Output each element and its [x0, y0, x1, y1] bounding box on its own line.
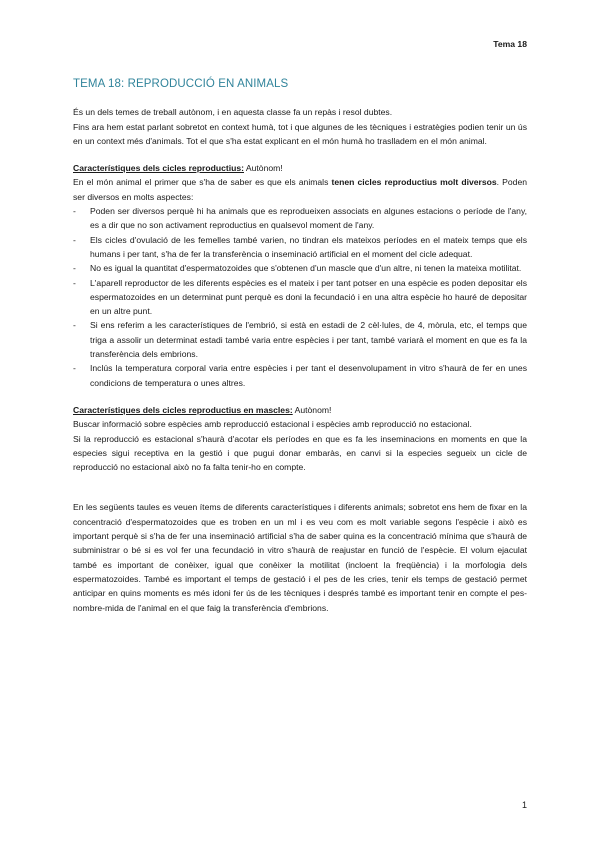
section-heading-reproductive-cycles	[73, 161, 527, 175]
section-heading-male-cycles	[73, 403, 527, 417]
lead-emphasis: tenen cicles reproductius molt diversos	[331, 177, 497, 188]
intro-paragraph: Fins ara hem estat parlant sobretot en context humà, tot i que algunes de les tècniques i estratègies podien tenir un ús en un context més d'animals. Tot el que s'ha estat explicant en el món humà ho traslladem en el món animal.	[73, 121, 527, 146]
document-title: TEMA 18: REPRODUCCIÓ EN ANIMALS	[73, 78, 289, 90]
list-item: - No es igual la quantitat d'espermatozoides que s'obtenen d'un mascle que d'un altre, ni tenen la mateixa motilitat.	[73, 261, 527, 275]
section-heading-text: Característiques dels cicles reproductius:	[73, 163, 244, 174]
running-header: Tema 18	[493, 39, 527, 49]
section-lead-paragraph	[73, 175, 527, 204]
lead-text: En el món animal el primer que s'ha de saber es que els animals	[73, 177, 332, 188]
page-number: 1	[521, 800, 527, 810]
section-paragraph: Buscar informació sobre espècies amb reproducció estacional i espècies amb reproducció no estacional.	[73, 419, 472, 430]
lead-text: . Poden ser diversos en molts aspectes:	[73, 177, 528, 202]
document-body	[73, 77, 527, 615]
list-item: - Els cicles d'ovulació de les femelles també varien, no tindran els mateixos períodes en el mateix temps que els humans i per tant, s'ha de fer la transferència o inseminació artificial en el moment del cicle adequat.	[73, 233, 527, 262]
intro-paragraph: És un dels temes de treball autònom, i en aquesta classe fa un repàs i resol dubtes.	[73, 107, 393, 118]
list-item: - Inclús la temperatura corporal varia entre espècies i per tant el desenvolupament in vitro s'haurà de fer en unes condicions de temperatura o unes altres.	[73, 361, 527, 390]
list-item: - L'aparell reproductor de les diferents espècies es el mateix i per tant potser en una espècie es poden depositar els espermatozoides en un determinat punt perquè es doni la fecundació i en una altra espècie ho hauré de depositar en un altre punt.	[73, 276, 527, 319]
list-item: - Si ens referim a les característiques de l'embrió, si està en estadi de 2 cèl·lules, de 4, mòrula, etc, el temps que triga a assolir un determinat estadi també varia entre espècies i per tant, també variarà el moment en que es fa la transferència dels embrions.	[73, 318, 527, 361]
autonomous-tag: Autònom!	[244, 163, 283, 174]
section-heading-text: Característiques dels cicles reproductius en mascles:	[73, 404, 293, 415]
characteristics-list	[73, 204, 527, 390]
section-paragraph: Si la reproducció es estacional s'haurà d'acotar els períodes en que es fa les inseminacions en moments en que la especies sigui receptiva en la gestió i que pugui donar embaràs, en canvi si la especies segueix un cicle de reproducció no estacional això no fa falta tenir-ho en compte.	[73, 433, 527, 473]
closing-paragraph: En les següents taules es veuen ítems de diferents característiques i diferents animals; sobretot ens hem de fixar en la concentració d'espermatozoides que es troben en un ml i es veu com es molt variable segons l'espècie i això es important perquè si s'ha de fer una inseminació artificial s'ha de saber quina es la concentració mínima que s'haurà de subministrar o bé si es vol fer una fecundació in vitro s'haurà de reajustar en funció de l'espècie. El volum ejaculat també es important de conèixer, igual que conèixer la motilitat (incloent la freqüència) i la morfologia dels espermatozoides. També es important el temps de gestació i el pes de les cries, tenir els temps de gestació permet anticipar en quins moments es més idoni fer ús de les tècniques i després també es important tenir en compte el pes-nombre-mida de l'animal en el que faig la transferència d'embrions.	[73, 502, 527, 613]
list-item: - Poden ser diversos perquè hi ha animals que es reprodueixen associats en algunes estacions o període de l'any, es a dir que no son activament reproductius en qualsevol moment de l'any.	[73, 204, 527, 233]
autonomous-tag: Autònom!	[292, 404, 332, 415]
